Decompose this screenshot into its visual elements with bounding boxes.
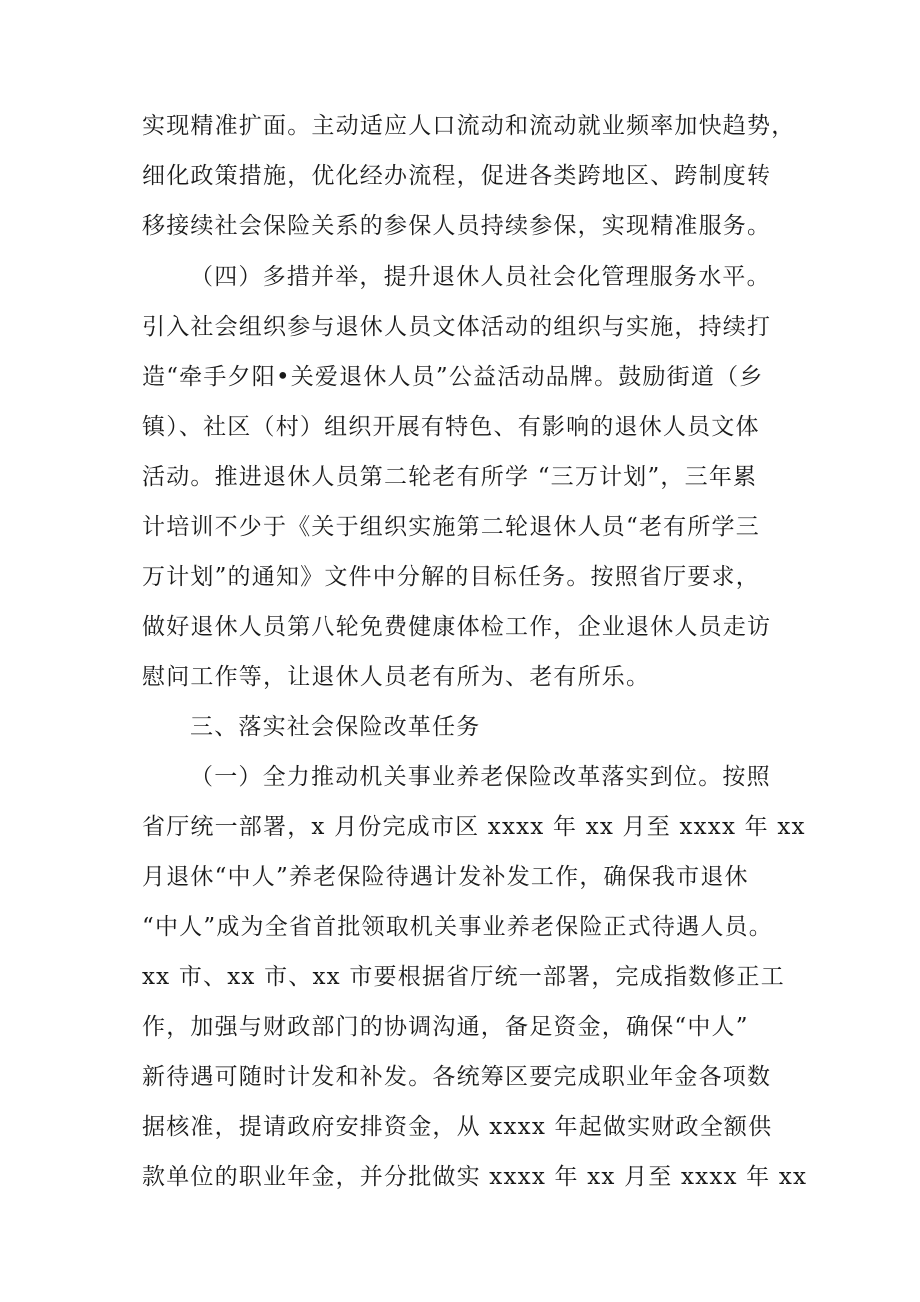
section-heading-3: 三、落实社会保险改革任务 <box>190 714 481 740</box>
text-line-11: 做好退休人员第八轮免费健康体检工作，企业退休人员走访 <box>142 614 772 640</box>
text-line-7: 镇）、社区（村）组织开展有特色、有影响的退休人员文体 <box>142 414 760 440</box>
text-line-10: 万计划”的通知》文件中分解的目标任务。按照省厅要求， <box>142 564 760 590</box>
text-line-17: “中人”成为全省首批领取机关事业养老保险正式待遇人员。 <box>142 914 773 940</box>
text-line-12: 慰问工作等，让退休人员老有所为、老有所乐。 <box>142 664 651 690</box>
text-line-19: 作，加强与财政部门的协调沟通，备足资金，确保“中人” <box>142 1014 749 1040</box>
subsection-heading-1: （一）全力推动机关事业养老保险改革落实到位。按照 <box>190 764 771 790</box>
text-line-15: 省厅统一部署，x 月份完成市区 xxxx 年 xx 月至 xxxx 年 xx <box>142 814 806 840</box>
text-line-2: 细化政策措施，优化经办流程，促进各类跨地区、跨制度转 <box>142 163 772 189</box>
text-line-5: 引入社会组织参与退休人员文体活动的组织与实施，持续打 <box>142 314 772 340</box>
text-line-16: 月退休“中人”养老保险待遇计发补发工作，确保我市退休 <box>142 864 749 890</box>
text-line-20: 新待遇可随时计发和补发。各统筹区要完成职业年金各项数 <box>142 1064 772 1090</box>
text-line-1: 实现精准扩面。主动适应人口流动和流动就业频率加快趋势， <box>142 113 796 139</box>
text-line-8: 活动。推进退休人员第二轮老有所学 “三万计划”，三年累 <box>142 464 758 490</box>
text-line-6: 造“牵手夕阳•关爱退休人员”公益活动品牌。鼓励街道（乡 <box>142 364 764 390</box>
text-line-21: 据核准，提请政府安排资金，从 xxxx 年起做实财政全额供 <box>142 1114 773 1140</box>
text-line-9: 计培训不少于《关于组织实施第二轮退休人员“老有所学三 <box>142 514 760 540</box>
text-line-18: xx 市、xx 市、xx 市要根据省厅统一部署，完成指数修正工 <box>142 964 785 990</box>
text-line-3: 移接续社会保险关系的参保人员持续参保，实现精准服务。 <box>142 213 772 239</box>
text-line-22: 款单位的职业年金，并分批做实 xxxx 年 xx 月至 xxxx 年 xx <box>142 1164 808 1190</box>
section-heading-4: （四）多措并举，提升退休人员社会化管理服务水平。 <box>190 264 771 290</box>
